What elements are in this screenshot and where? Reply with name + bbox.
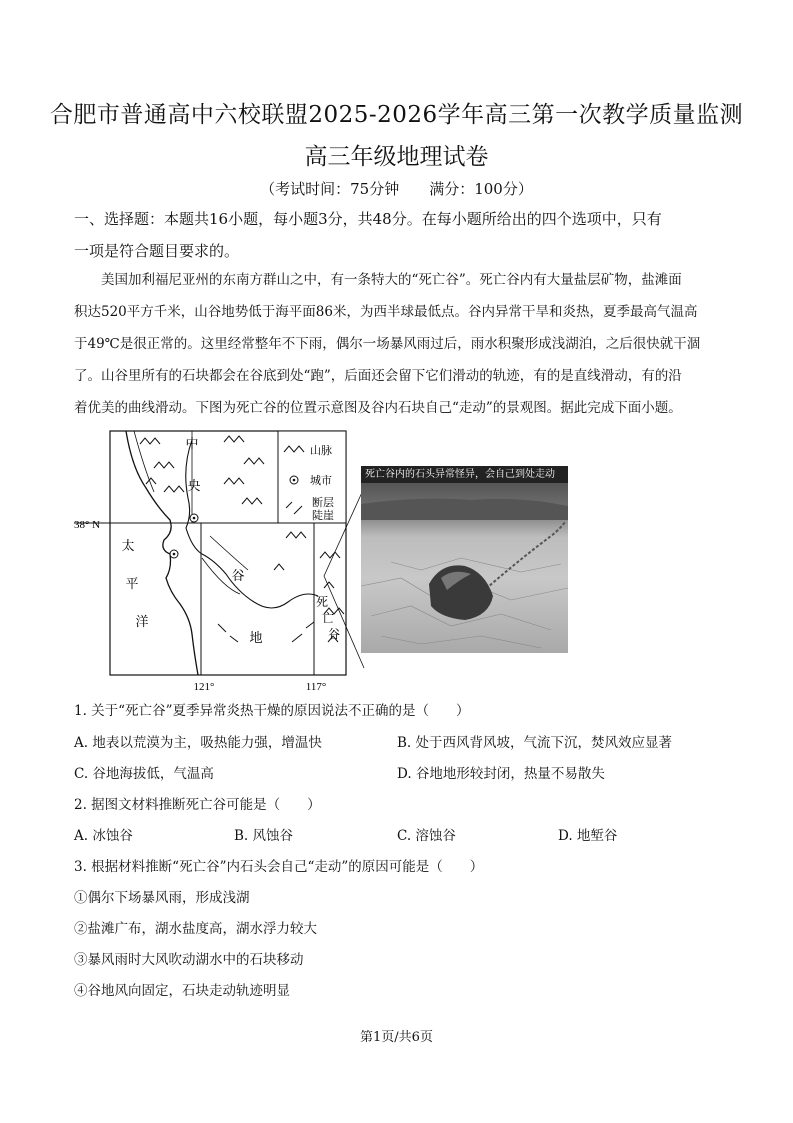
question-option: ①偶尔下场暴风雨，形成浅湖 [74,890,250,906]
map-label-central: 央 [187,478,201,493]
map-label-death-valley: 谷 [327,627,341,641]
map-label-pacific: 洋 [135,614,149,629]
question-option: ④谷地风向固定，石块走动轨迹明显 [74,983,290,999]
passage [74,264,728,424]
question-option: ②盐滩广布，湖水盐度高，湖水浮力较大 [74,921,317,937]
map-label-pacific: 太 [121,538,135,553]
photo-caption: 死亡谷内的石头异常怪异，会自己到处走动 [361,466,568,483]
passage-line: 积达520平方千米，山谷地势低于海平面86米，为西半球最低点。谷内异常干旱和炎热，夏季最高气温高 [74,304,698,320]
map-label-valley: 谷 [231,568,245,583]
question-option: D. 地堑谷 [558,828,618,844]
question-stem: 1. 关于“死亡谷”夏季异常炎热干燥的原因说法不正确的是（ ） [74,703,470,719]
passage-line: 于49℃是很正常的。这里经常整年不下雨，偶尔一场暴风雨过后，雨水积聚形成浅湖泊，之后很快就干涸 [74,336,701,352]
question-option: D. 谷地地形较封闭，热量不易散失 [397,766,605,782]
passage-line: 了。山谷里所有的石块都会在谷底到处“跑”，后面还会留下它们滑动的轨迹，有的是直线滑动，有的沿 [74,368,682,384]
passage-line: 美国加利福尼亚州的东南方群山之中，有一条特大的“死亡谷”。死亡谷内有大量盐层矿物，盐滩面 [74,272,682,288]
map-label-pacific: 平 [125,576,139,591]
question-option: ③暴风雨时大风吹动湖水中的石块移动 [74,952,304,968]
lat-label: 38° N [74,519,101,531]
question-option: B. 风蚀谷 [234,828,294,844]
page-footer: 第1页/共6页 [360,1030,433,1045]
section-heading [74,203,728,267]
mountain-silhouette [361,499,568,520]
legend-mountain-label: 山脉 [310,445,332,457]
question-stem: 2. 据图文材料推断死亡谷可能是（ ） [74,797,321,813]
map-label-central: 中 [185,436,199,451]
map-label-ground: 地 [249,630,263,645]
location-map [74,428,374,696]
exam-subtitle: 高三年级地理试卷 [304,144,489,170]
question-option: A. 地表以荒漠为主，吸热能力强，增温快 [74,735,322,751]
lon-label-121: 121° [193,681,215,693]
exam-title: 合肥市普通高中六校联盟2025-2026学年高三第一次教学质量监测 [49,102,744,128]
question-stem: 3. 根据材料推断“死亡谷”内石头会自己“走动”的原因可能是（ ） [74,859,484,875]
map-label-death-valley: 死 [315,595,329,609]
lon-label-117: 117° [305,681,327,693]
photo-scene [361,466,568,653]
sailing-stone-photo [361,466,568,653]
legend-city-label: 城市 [310,475,332,487]
question-option: B. 处于西风背风坡，气流下沉，焚风效应显著 [397,735,673,751]
map-label-death-valley: 亡 [321,611,335,625]
legend-fault-label: 断层 [312,497,334,509]
section-heading-line-1: 一、选择题：本题共16小题，每小题3分，共48分。在每小题所给出的四个选项中，只有 [74,210,662,228]
exam-meta: （考试时间：75分钟 满分：100分） [260,180,533,198]
question-option: C. 溶蚀谷 [397,828,456,844]
question-option: A. 冰蚀谷 [74,828,133,844]
legend-fault-label: 陡崖 [312,510,334,522]
section-heading-line-2: 一项是符合题目要求的。 [74,242,240,260]
passage-line: 着优美的曲线滑动。下图为死亡谷的位置示意图及谷内石块自己“走动”的景观图。据此完成下面小题。 [74,400,682,416]
question-option: C. 谷地海拔低，气温高 [74,766,214,782]
